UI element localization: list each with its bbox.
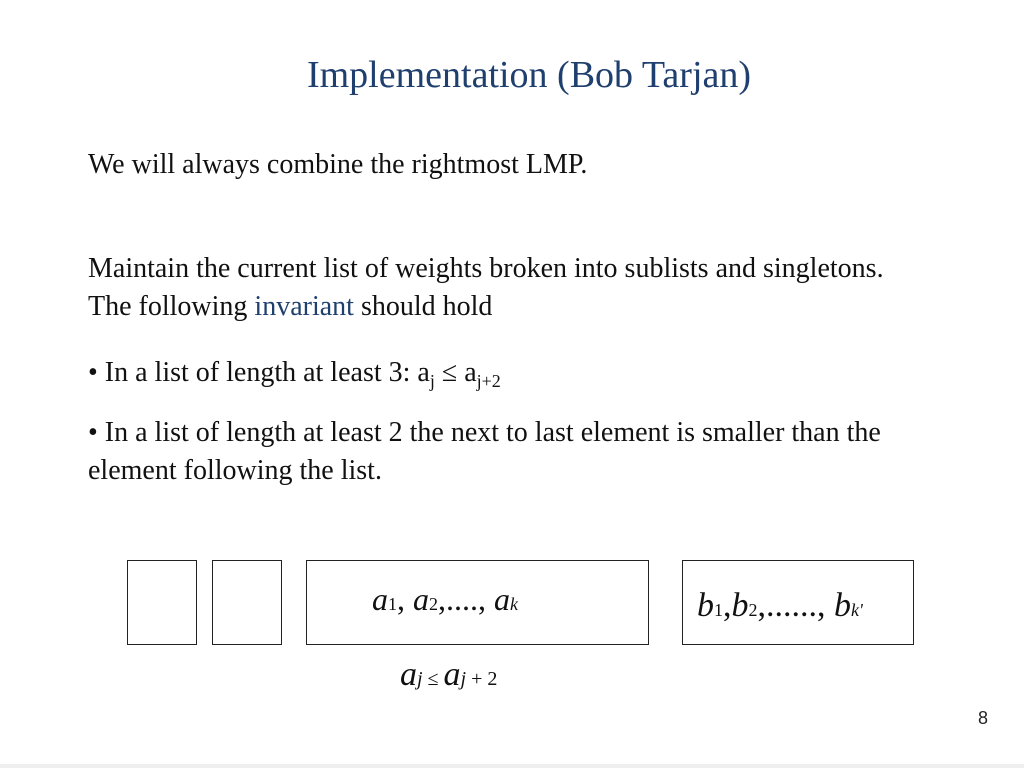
a-var: a	[443, 656, 461, 693]
b-var: b	[834, 587, 851, 624]
invariant-highlight: invariant	[254, 291, 354, 322]
ellipsis: ,....,	[438, 581, 494, 617]
paragraph-rightmost-lmp: We will always combine the rightmost LMP.	[88, 149, 588, 180]
a-var: a	[494, 581, 510, 617]
singleton-box-1	[127, 560, 197, 645]
a-var: a	[400, 656, 417, 693]
paragraph-invariant	[88, 250, 918, 326]
index-1: 1	[388, 594, 397, 614]
paragraph-invariant-end: should hold	[353, 291, 493, 322]
separator: ,	[723, 587, 732, 624]
index-k: k	[510, 594, 518, 614]
singleton-box-2	[212, 560, 282, 645]
b-var: b	[697, 587, 714, 624]
separator: ,	[397, 581, 413, 617]
slide-title: Implementation (Bob Tarjan)	[306, 54, 752, 96]
ellipsis: ,......,	[757, 587, 834, 624]
bullet-length-3	[88, 354, 501, 400]
index-1: 1	[714, 600, 723, 620]
subscript-j-plus-2: j+2	[476, 371, 501, 391]
a-var: a	[372, 581, 388, 617]
index-2: 2	[429, 594, 438, 614]
sublist-b-box	[682, 560, 914, 645]
plus-two: + 2	[466, 668, 498, 690]
b-var: b	[731, 587, 749, 624]
sublist-b-label	[697, 589, 863, 623]
paragraph-invariant-start: Maintain the current list of weights broken into sublists and singletons. The following	[88, 253, 884, 322]
subscript-j: j	[429, 371, 435, 391]
sublist-a-box	[306, 560, 649, 645]
le-symbol: ≤	[422, 668, 444, 690]
bullet-length-2: • In a list of length at least 2 the next to last element is smaller than the element following the list.	[88, 417, 881, 486]
sublist-a-label	[372, 583, 518, 615]
a-var: a	[413, 581, 429, 617]
index-j: j	[417, 668, 423, 690]
bullet-length-3-le: ≤ a	[434, 357, 477, 388]
index-2: 2	[748, 600, 758, 620]
invariant-formula	[400, 658, 497, 692]
index-j: j	[460, 668, 467, 690]
page-number: 8	[977, 708, 988, 728]
index-k-prime: k'	[851, 600, 863, 620]
footer-divider	[0, 764, 1024, 768]
bullet-length-3-text: • In a list of length at least 3: a	[88, 357, 430, 388]
